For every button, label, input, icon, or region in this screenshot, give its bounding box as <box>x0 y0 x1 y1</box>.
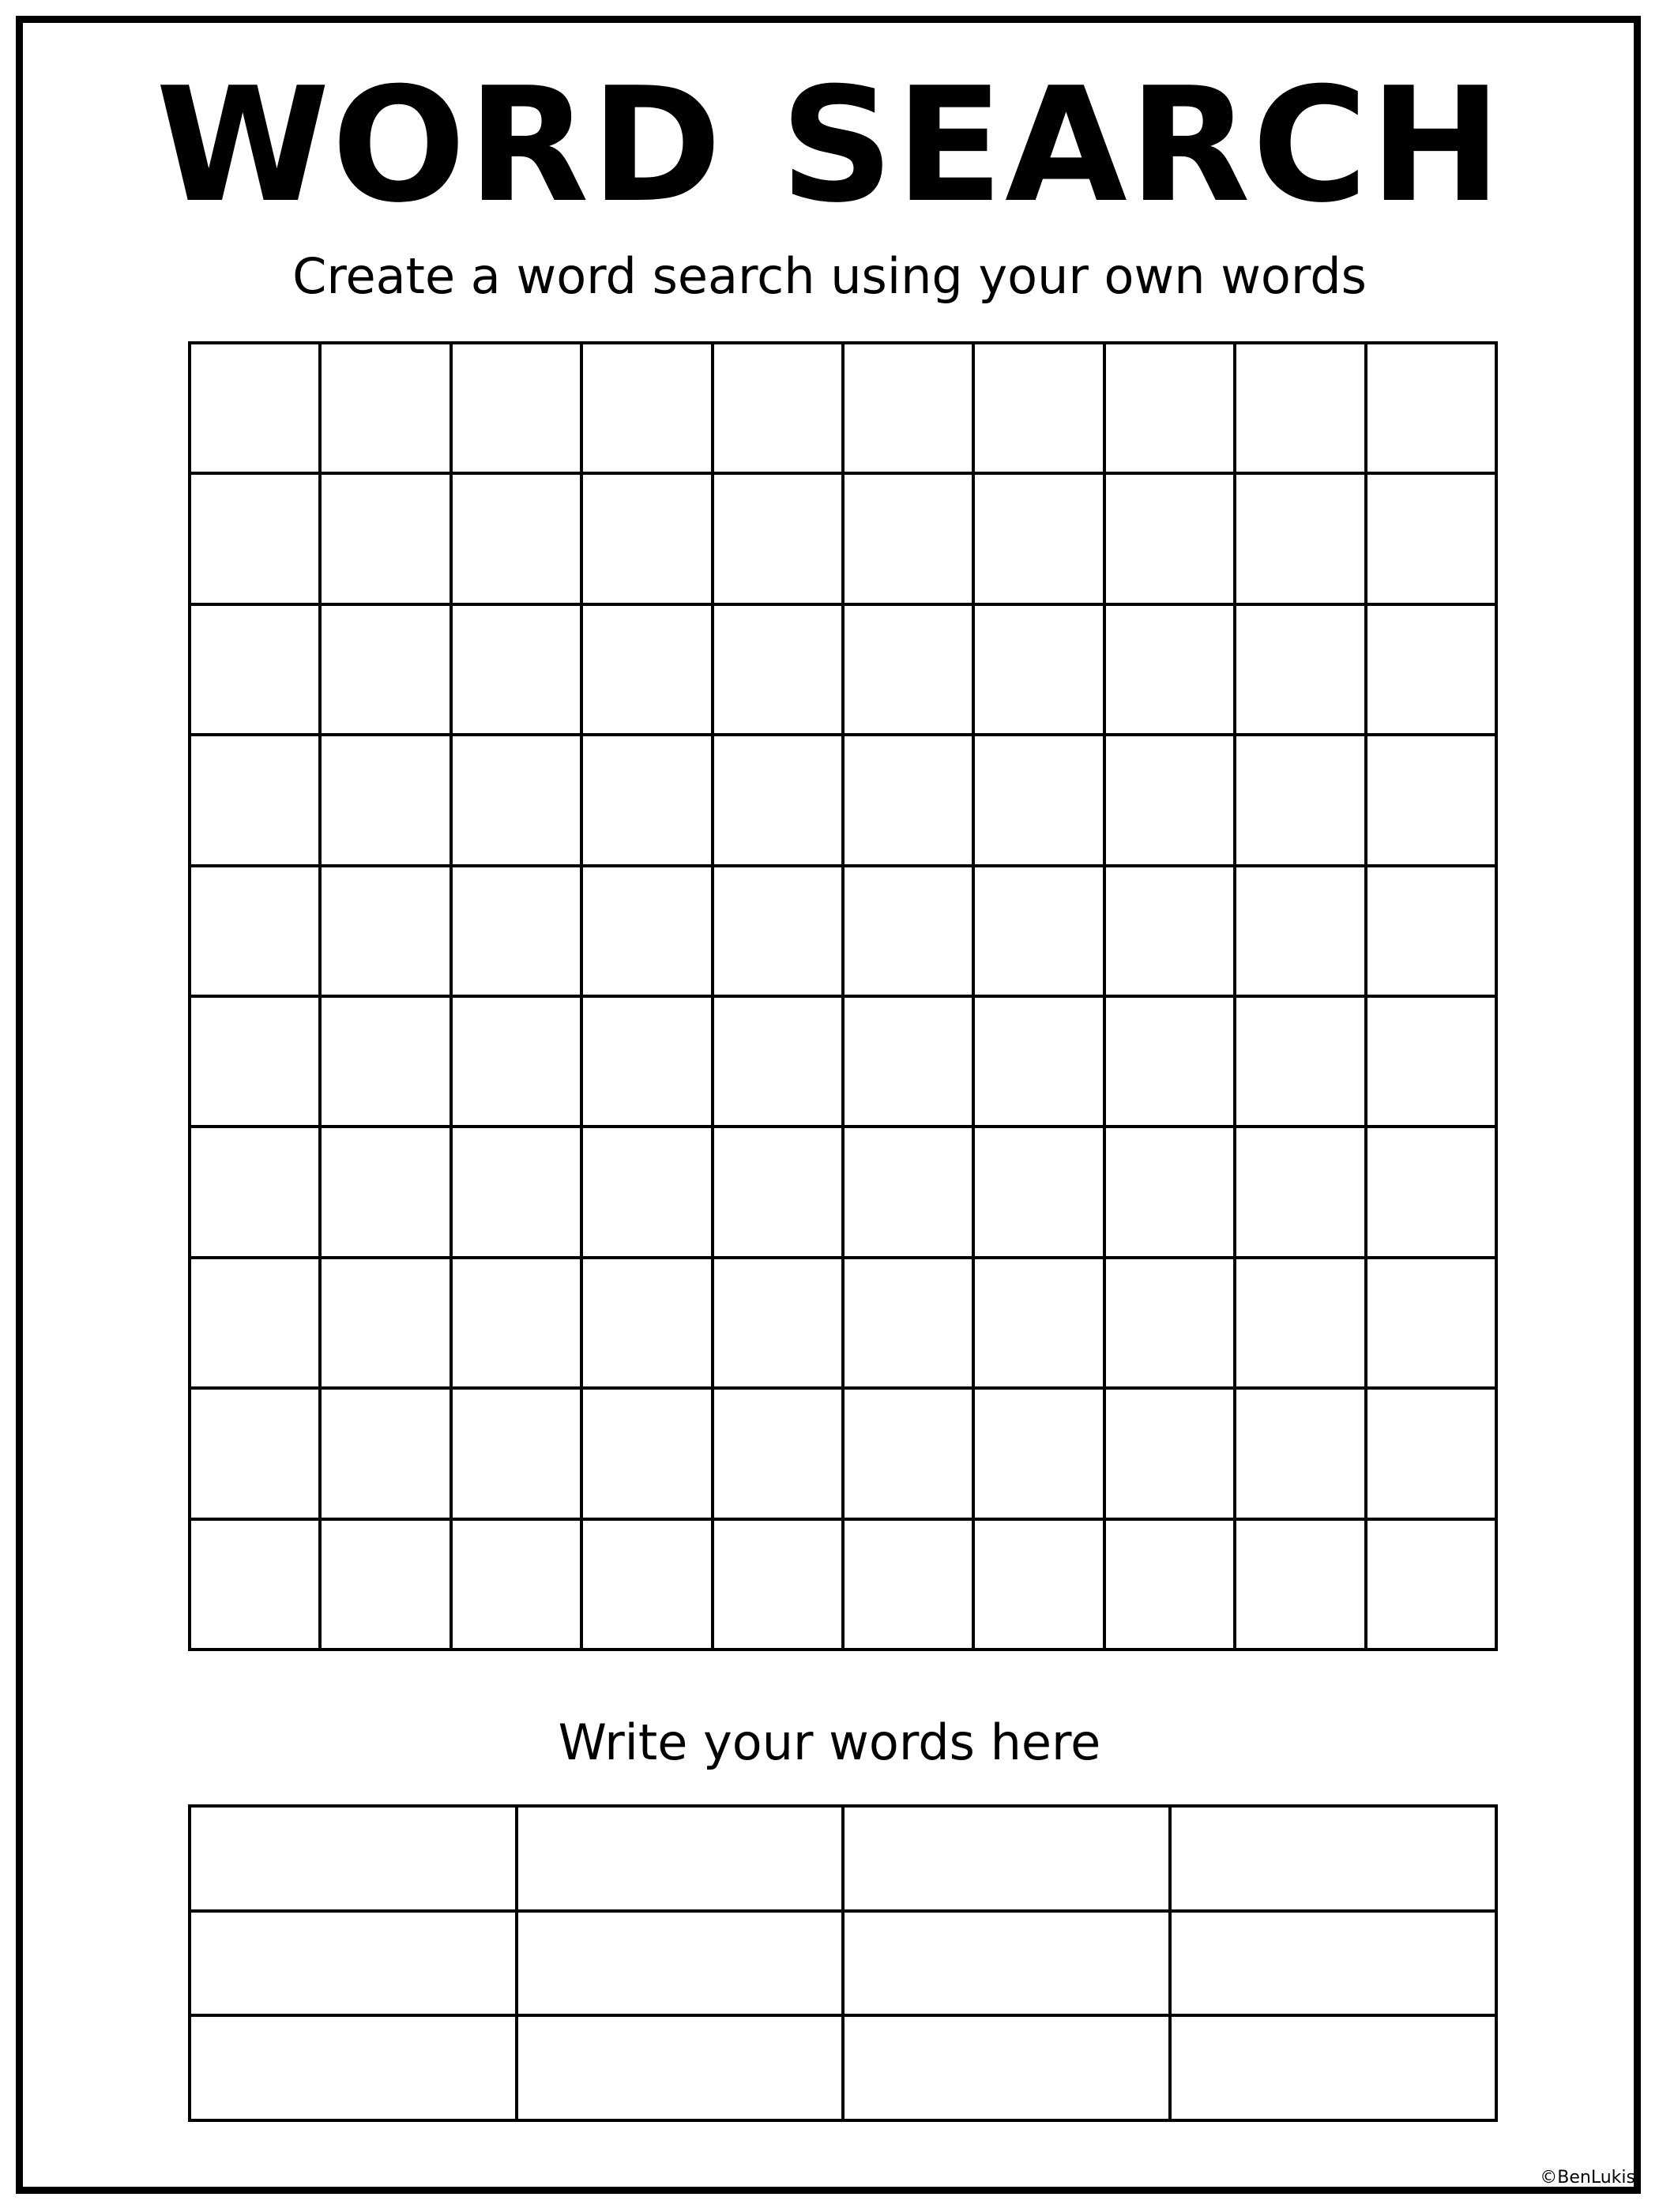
grid-cell[interactable] <box>714 606 845 736</box>
grid-cell[interactable] <box>1236 1128 1367 1258</box>
grid-cell[interactable] <box>845 1259 975 1390</box>
grid-cell[interactable] <box>191 1259 322 1390</box>
grid-cell[interactable] <box>714 1521 845 1651</box>
grid-cell[interactable] <box>453 606 583 736</box>
grid-cell[interactable] <box>322 867 452 998</box>
worksheet-title: WORD SEARCH <box>156 54 1503 238</box>
grid-cell[interactable] <box>1236 736 1367 867</box>
grid-cell[interactable] <box>1106 1259 1236 1390</box>
grid-cell[interactable] <box>1236 867 1367 998</box>
grid-cell[interactable] <box>322 736 452 867</box>
grid-cell[interactable] <box>845 998 975 1128</box>
grid-cell[interactable] <box>453 1259 583 1390</box>
grid-cell[interactable] <box>583 1259 713 1390</box>
grid-cell[interactable] <box>714 1128 845 1258</box>
grid-cell[interactable] <box>583 344 713 475</box>
grid-cell[interactable] <box>975 344 1105 475</box>
grid-cell[interactable] <box>453 475 583 605</box>
grid-cell[interactable] <box>1236 475 1367 605</box>
grid-cell[interactable] <box>845 475 975 605</box>
grid-cell[interactable] <box>1236 1390 1367 1520</box>
word-list-cell[interactable] <box>191 1808 518 1913</box>
grid-cell[interactable] <box>1367 736 1498 867</box>
grid-cell[interactable] <box>322 344 452 475</box>
grid-cell[interactable] <box>453 1390 583 1520</box>
grid-cell[interactable] <box>583 1128 713 1258</box>
grid-cell[interactable] <box>191 867 322 998</box>
grid-cell[interactable] <box>975 736 1105 867</box>
grid-cell[interactable] <box>191 1521 322 1651</box>
grid-cell[interactable] <box>583 998 713 1128</box>
grid-cell[interactable] <box>453 1128 583 1258</box>
grid-cell[interactable] <box>1367 998 1498 1128</box>
grid-cell[interactable] <box>714 475 845 605</box>
grid-cell[interactable] <box>322 1259 452 1390</box>
grid-cell[interactable] <box>583 475 713 605</box>
grid-cell[interactable] <box>975 867 1105 998</box>
grid-cell[interactable] <box>191 998 322 1128</box>
grid-cell[interactable] <box>1106 1128 1236 1258</box>
grid-cell[interactable] <box>322 1521 452 1651</box>
grid-cell[interactable] <box>322 475 452 605</box>
grid-cell[interactable] <box>975 606 1105 736</box>
grid-cell[interactable] <box>714 736 845 867</box>
grid-cell[interactable] <box>975 1128 1105 1258</box>
grid-cell[interactable] <box>975 998 1105 1128</box>
grid-cell[interactable] <box>191 344 322 475</box>
grid-cell[interactable] <box>1236 998 1367 1128</box>
grid-cell[interactable] <box>1367 1259 1498 1390</box>
copyright-notice: ©BenLukis <box>1540 2168 1635 2188</box>
grid-cell[interactable] <box>322 1128 452 1258</box>
grid-cell[interactable] <box>1367 475 1498 605</box>
word-list-cell[interactable] <box>518 1808 845 1913</box>
grid-cell[interactable] <box>1106 606 1236 736</box>
grid-cell[interactable] <box>583 736 713 867</box>
grid-cell[interactable] <box>322 998 452 1128</box>
grid-cell[interactable] <box>1106 1521 1236 1651</box>
word-list-cell[interactable] <box>845 2017 1172 2122</box>
worksheet-subtitle: Create a word search using your own words <box>292 247 1367 305</box>
word-list-table <box>188 1804 1498 2122</box>
grid-cell[interactable] <box>845 1390 975 1520</box>
grid-cell[interactable] <box>583 1521 713 1651</box>
grid-cell[interactable] <box>845 1128 975 1258</box>
grid-cell[interactable] <box>975 1259 1105 1390</box>
grid-cell[interactable] <box>1106 867 1236 998</box>
word-list-cell[interactable] <box>518 1913 845 2018</box>
grid-cell[interactable] <box>453 1521 583 1651</box>
word-list-label: Write your words here <box>558 1714 1101 1771</box>
grid-cell[interactable] <box>1106 998 1236 1128</box>
grid-cell[interactable] <box>975 475 1105 605</box>
grid-cell[interactable] <box>714 344 845 475</box>
grid-cell[interactable] <box>1236 1521 1367 1651</box>
word-list-cell[interactable] <box>1172 1913 1499 2018</box>
grid-cell[interactable] <box>453 344 583 475</box>
grid-cell[interactable] <box>845 1521 975 1651</box>
grid-cell[interactable] <box>1236 606 1367 736</box>
grid-cell[interactable] <box>453 867 583 998</box>
word-list-cell[interactable] <box>518 2017 845 2122</box>
grid-cell[interactable] <box>714 867 845 998</box>
grid-cell[interactable] <box>322 1390 452 1520</box>
grid-cell[interactable] <box>453 998 583 1128</box>
grid-cell[interactable] <box>1106 344 1236 475</box>
word-list-cell[interactable] <box>191 1913 518 2018</box>
grid-cell[interactable] <box>1236 344 1367 475</box>
grid-cell[interactable] <box>1367 867 1498 998</box>
grid-cell[interactable] <box>1236 1259 1367 1390</box>
grid-cell[interactable] <box>1367 1521 1498 1651</box>
grid-cell[interactable] <box>714 998 845 1128</box>
grid-cell[interactable] <box>583 867 713 998</box>
word-list-cell[interactable] <box>1172 1808 1499 1913</box>
grid-cell[interactable] <box>1367 344 1498 475</box>
grid-cell[interactable] <box>583 1390 713 1520</box>
grid-cell[interactable] <box>845 606 975 736</box>
grid-cell[interactable] <box>191 606 322 736</box>
grid-cell[interactable] <box>322 606 452 736</box>
grid-cell[interactable] <box>845 867 975 998</box>
grid-cell[interactable] <box>975 1390 1105 1520</box>
grid-cell[interactable] <box>1367 1128 1498 1258</box>
grid-cell[interactable] <box>191 1390 322 1520</box>
grid-cell[interactable] <box>191 1128 322 1258</box>
grid-cell[interactable] <box>1367 1390 1498 1520</box>
grid-cell[interactable] <box>845 344 975 475</box>
grid-cell[interactable] <box>714 1259 845 1390</box>
grid-cell[interactable] <box>1106 736 1236 867</box>
grid-cell[interactable] <box>975 1521 1105 1651</box>
grid-cell[interactable] <box>1106 475 1236 605</box>
grid-cell[interactable] <box>1367 606 1498 736</box>
grid-cell[interactable] <box>714 1390 845 1520</box>
grid-cell[interactable] <box>453 736 583 867</box>
word-list-cell[interactable] <box>845 1913 1172 2018</box>
grid-cell[interactable] <box>583 606 713 736</box>
word-list-cell[interactable] <box>845 1808 1172 1913</box>
grid-cell[interactable] <box>845 736 975 867</box>
grid-cell[interactable] <box>191 475 322 605</box>
word-list-cell[interactable] <box>1172 2017 1499 2122</box>
grid-cell[interactable] <box>191 736 322 867</box>
word-search-grid <box>188 341 1498 1651</box>
word-list-cell[interactable] <box>191 2017 518 2122</box>
grid-cell[interactable] <box>1106 1390 1236 1520</box>
